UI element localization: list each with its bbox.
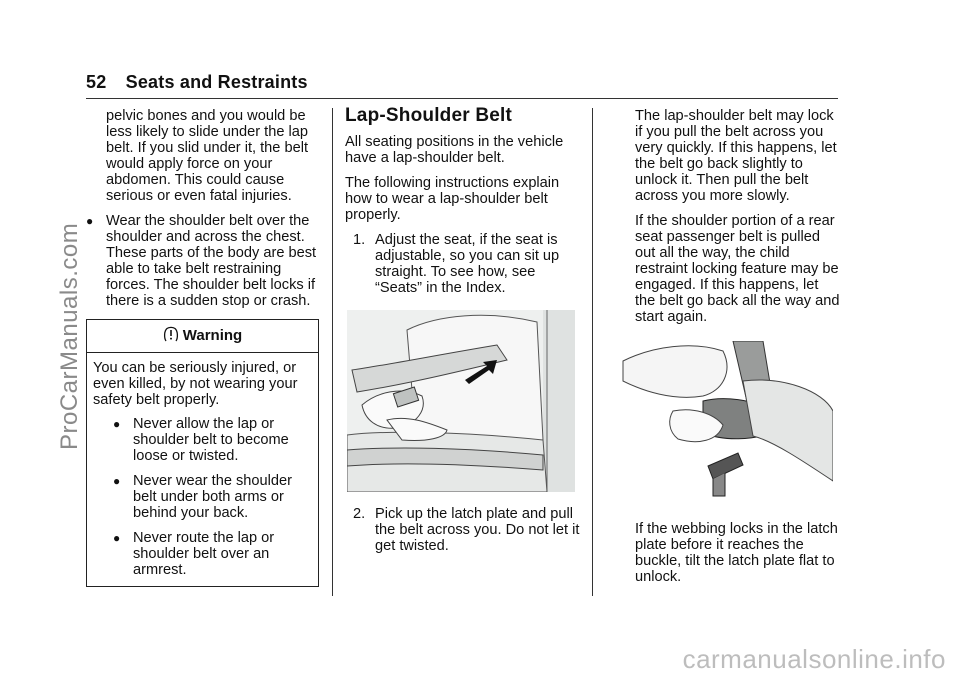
page-header — [86, 72, 308, 93]
column-left — [86, 108, 322, 587]
column-divider — [332, 108, 333, 596]
child-restraint-paragraph: If the shoulder portion of a rear seat passenger belt is pulled out all the way, the child restraint locking feature may be engaged. If this happens, let the belt go back all the way and start again. — [635, 213, 840, 325]
instructions-paragraph: The following instructions explain how to wear a lap-shoulder belt properly. — [345, 175, 560, 223]
bullet-marker: ● — [86, 214, 94, 228]
step-item — [345, 232, 581, 296]
section-heading: Lap-Shoulder Belt — [345, 105, 513, 126]
page-number: 52 — [86, 72, 107, 92]
step-text: Pick up the latch plate and pull the belt across you. Do not let it get twisted. — [375, 506, 580, 554]
right-text-block — [605, 521, 841, 585]
continuation-paragraph: pelvic bones and you would be less likely to slide under the lap belt. If you slid under it, the belt would apply force on your abdomen. This could cause serious or even fatal injuries. — [106, 108, 308, 204]
right-text-block — [605, 108, 841, 325]
list-item — [93, 473, 312, 521]
column-middle — [345, 105, 581, 563]
side-watermark: ProCarManuals.com — [56, 222, 83, 450]
warning-intro: You can be seriously injured, or even killed, by not wearing your safety belt properly. — [93, 360, 298, 408]
intro-paragraph: All seating positions in the vehicle have a lap-shoulder belt. — [345, 134, 564, 166]
bullet-marker: ● — [113, 417, 121, 431]
column-divider — [592, 108, 593, 596]
warning-item: Never wear the shoulder belt under both arms or behind your back. — [133, 473, 292, 521]
list-item — [93, 416, 312, 464]
bottom-watermark: carmanualsonline.info — [682, 644, 946, 674]
belt-unlock-illustration — [613, 341, 833, 501]
step-text: Adjust the seat, if the seat is adjustable, so you can sit up straight. To see how, see “Seats” in the Index. — [375, 232, 560, 296]
warning-item: Never allow the lap or shoulder belt to become loose or twisted. — [133, 416, 289, 464]
latch-paragraph: If the webbing locks in the latch plate before it reaches the buckle, tilt the latch plate flat to unlock. — [635, 521, 838, 585]
section-title: Seats and Restraints — [125, 72, 308, 92]
step-number: 1. — [353, 232, 366, 248]
step-number: 2. — [353, 506, 366, 522]
bullet-text: Wear the shoulder belt over the shoulder and across the chest. These parts of the body are best able to take belt restraining forces. The shoulder belt locks if there is a sudden stop or crash. — [106, 213, 317, 309]
seatbelt-illustration-1 — [347, 310, 575, 492]
warning-body — [87, 353, 318, 586]
step-item — [345, 506, 581, 554]
header-rule — [86, 98, 838, 99]
warning-item: Never route the lap or shoulder belt over an armrest. — [133, 530, 275, 578]
lock-paragraph: The lap-shoulder belt may lock if you pull the belt across you very quickly. If this happens, let the belt go back slightly to unlock it. Then pull the belt across you more slowly. — [635, 108, 837, 204]
person-fastening-belt-illustration — [347, 310, 575, 492]
seatbelt-illustration-2 — [613, 341, 833, 501]
column-right — [605, 108, 841, 594]
list-item — [86, 213, 322, 309]
bullet-marker: ● — [113, 474, 121, 488]
warning-box — [86, 319, 319, 587]
bullet-marker: ● — [113, 531, 121, 545]
warning-icon — [163, 326, 179, 342]
list-item — [93, 530, 312, 578]
warning-header — [87, 320, 318, 353]
warning-title: Warning — [182, 327, 243, 344]
